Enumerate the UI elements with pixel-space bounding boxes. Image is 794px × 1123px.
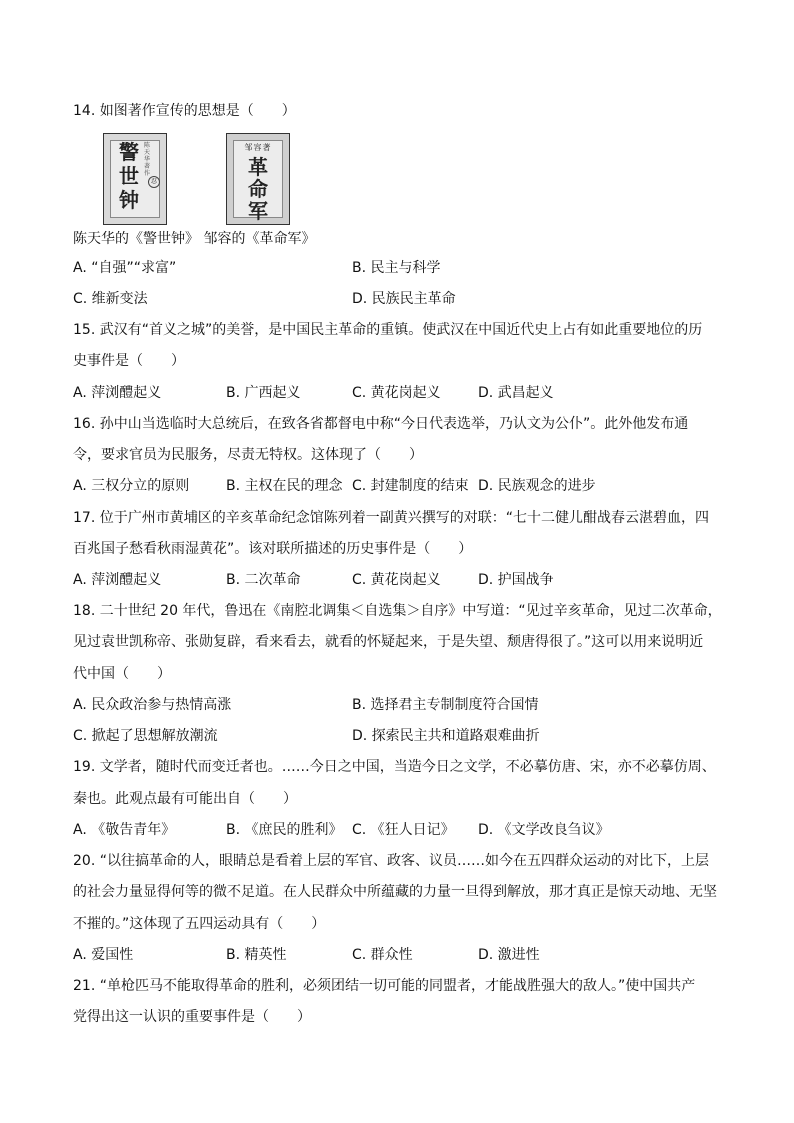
q18-option-b[interactable]: B. 选择君主专制制度符合国情 xyxy=(352,697,539,713)
q17-stem-line-1: 17. 位于广州市黄埔区的辛亥革命纪念馆陈列着一副黄兴撰写的对联：“七十二健儿酣战春云湛碧血，四 xyxy=(73,510,709,526)
q18-option-d[interactable]: D. 探索民主共和道路艰难曲折 xyxy=(352,728,540,744)
q15-option-b[interactable]: B. 广西起义 xyxy=(226,385,301,401)
q19-option-a[interactable]: A. 《敬告青年》 xyxy=(73,822,176,838)
q16-option-c[interactable]: C. 封建制度的结束 xyxy=(352,478,469,494)
q16-option-d[interactable]: D. 民族观念的进步 xyxy=(478,478,596,494)
q19-option-d[interactable]: D. 《文学改良刍议》 xyxy=(478,822,610,838)
q16-stem-line-2: 令，要求官员为民服务，尽责无特权。这体现了（ ） xyxy=(73,447,423,463)
q14-option-a[interactable]: A. “自强”“求富” xyxy=(73,260,177,276)
q15-stem-line-2: 史事件是（ ） xyxy=(73,353,185,369)
q17-stem-line-2: 百兆国子愁看秋雨湿黄花”。该对联所描述的历史事件是（ ） xyxy=(73,541,473,557)
book-cover-gemingjun xyxy=(226,133,290,225)
figure-caption: 陈天华的《警世钟》 邹容的《革命军》 xyxy=(73,231,316,247)
q21-stem-line-1: 21. “单枪匹马不能取得革命的胜利，必须团结一切可能的同盟者，才能战胜强大的敌人。”使中国共产 xyxy=(73,978,696,994)
q17-option-b[interactable]: B. 二次革命 xyxy=(226,572,301,588)
q15-option-a[interactable]: A. 萍浏醴起义 xyxy=(73,385,162,401)
book-cover-title: 革命军 xyxy=(248,155,268,223)
q15-stem-line-1: 15. 武汉有“首义之城”的美誉，是中国民主革命的重镇。使武汉在中国近代史上占有如此重要地位的历 xyxy=(73,322,703,338)
q18-option-c[interactable]: C. 掀起了思想解放潮流 xyxy=(73,728,218,744)
q18-stem-line-3: 代中国（ ） xyxy=(73,666,171,682)
q16-option-b[interactable]: B. 主权在民的理念 xyxy=(226,478,343,494)
q20-stem-line-1: 20. “以往搞革命的人，眼睛总是看着上层的军官、政客、议员……如今在五四群众运动的对比下，上层 xyxy=(73,853,709,869)
book-side-text: 陈天华著作 xyxy=(144,142,151,177)
q14-stem: 14. 如图著作宣传的思想是（ ） xyxy=(73,103,296,119)
q18-stem-line-1: 18. 二十世纪 20 年代，鲁迅在《南腔北调集＜自选集＞自序》中写道：“见过辛亥革命，见过二次革命， xyxy=(73,603,722,619)
q19-option-b[interactable]: B. 《庶民的胜利》 xyxy=(226,822,343,838)
q15-option-c[interactable]: C. 黄花岗起义 xyxy=(352,385,441,401)
book-stamp: 忍 xyxy=(148,176,160,188)
q19-stem-line-2: 秦也。此观点最有可能出自（ ） xyxy=(73,791,297,807)
q18-option-a[interactable]: A. 民众政治参与热情高涨 xyxy=(73,697,232,713)
book-cover-jingshizhong xyxy=(103,133,167,225)
book-cover-header: 邹容著 xyxy=(244,143,272,152)
q20-option-b[interactable]: B. 精英性 xyxy=(226,947,287,963)
q17-option-c[interactable]: C. 黄花岗起义 xyxy=(352,572,441,588)
q20-option-d[interactable]: D. 激进性 xyxy=(478,947,540,963)
q20-option-a[interactable]: A. 爱国性 xyxy=(73,947,134,963)
q17-option-a[interactable]: A. 萍浏醴起义 xyxy=(73,572,162,588)
book-cover-title: 警世钟 xyxy=(119,140,139,212)
q19-stem-line-1: 19. 文学者，随时代而变迁者也。……今日之中国，当造今日之文学，不必摹仿唐、宋，亦不必摹仿周、 xyxy=(73,759,716,775)
q20-stem-line-2: 的社会力量显得何等的微不足道。在人民群众中所蕴藏的力量一旦得到解放，那才真正是惊天动地、无坚 xyxy=(73,884,717,900)
q15-option-d[interactable]: D. 武昌起义 xyxy=(478,385,554,401)
q19-option-c[interactable]: C. 《狂人日记》 xyxy=(352,822,455,838)
q21-stem-line-2: 党得出这一认识的重要事件是（ ） xyxy=(73,1009,311,1025)
q14-option-b[interactable]: B. 民主与科学 xyxy=(352,260,441,276)
q16-option-a[interactable]: A. 三权分立的原则 xyxy=(73,478,190,494)
q14-option-d[interactable]: D. 民族民主革命 xyxy=(352,291,456,307)
q20-stem-line-3: 不摧的。”这体现了五四运动具有（ ） xyxy=(73,916,326,932)
q14-option-c[interactable]: C. 维新变法 xyxy=(73,291,148,307)
q20-option-c[interactable]: C. 群众性 xyxy=(352,947,413,963)
q16-stem-line-1: 16. 孙中山当选临时大总统后，在致各省都督电中称“今日代表选举，乃认文为公仆”。此外他发布通 xyxy=(73,416,689,432)
q18-stem-line-2: 见过袁世凯称帝、张勋复辟，看来看去，就看的怀疑起来，于是失望、颓唐得很了。”这可以用来说明近 xyxy=(73,634,704,650)
q17-option-d[interactable]: D. 护国战争 xyxy=(478,572,554,588)
